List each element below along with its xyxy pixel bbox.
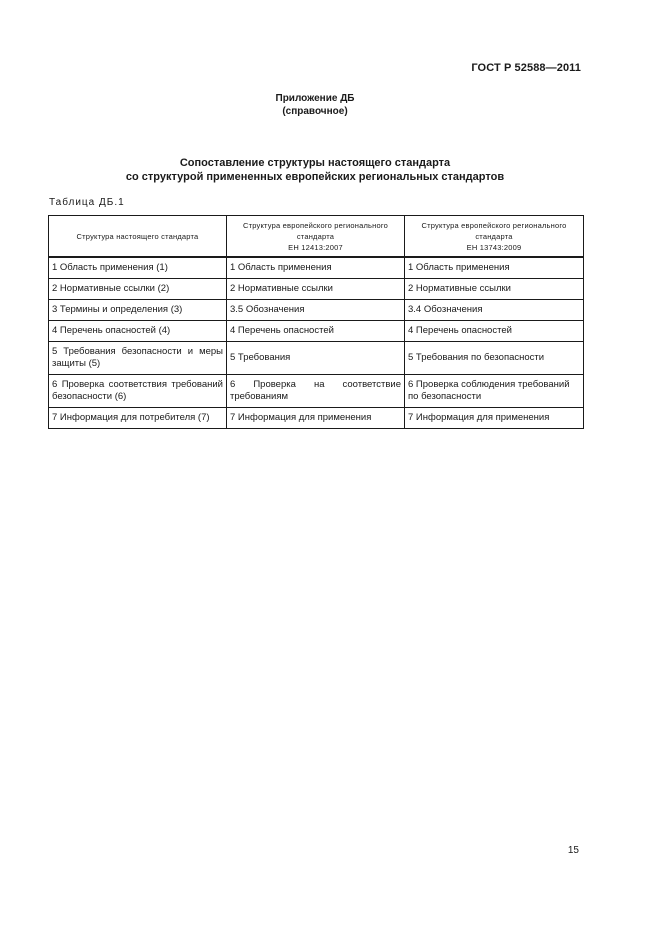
table-caption: Таблица ДБ.1 [49, 197, 125, 208]
comparison-table [48, 215, 584, 429]
header-en-13743 [405, 216, 584, 258]
cell-current: 3 Термины и определения (3) [49, 300, 227, 321]
table-row [49, 321, 584, 342]
annex-heading [0, 92, 630, 118]
section-title-line-1: Сопоставление структуры настоящего стандарта [179, 157, 451, 169]
cell-en-13743: 1 Область применения [405, 257, 584, 279]
annex-subtitle: (справочное) [282, 106, 348, 117]
header-en-12413 [227, 216, 405, 258]
cell-en-13743: 2 Нормативные ссылки [405, 279, 584, 300]
table-row [49, 279, 584, 300]
cell-current: 2 Нормативные ссылки (2) [49, 279, 227, 300]
cell-en-12413: 2 Нормативные ссылки [227, 279, 405, 300]
cell-current: 7 Информация для потребителя (7) [49, 408, 227, 429]
header-en-13743-line-1: Структура европейского регионального [421, 220, 567, 230]
section-heading [0, 156, 630, 184]
header-en-12413-line-3: ЕН 12413:2007 [288, 242, 343, 252]
cell-en-13743: 6 Проверка соблюдения требований по безопасности [405, 375, 584, 408]
cell-en-12413: 1 Область применения [227, 257, 405, 279]
cell-current: 6 Проверка соответствия требований безопасности (6) [49, 375, 227, 408]
cell-current: 5 Требования безопасности и меры защиты (5) [49, 342, 227, 375]
header-en-13743-line-2: стандарта [475, 231, 513, 241]
cell-en-12413: 7 Информация для применения [227, 408, 405, 429]
cell-en-12413: 3.5 Обозначения [227, 300, 405, 321]
cell-en-12413: 6 Проверка на соответствие требованиям [227, 375, 405, 408]
page-number: 15 [567, 845, 579, 856]
table-row [49, 375, 584, 408]
table-header-row [49, 216, 584, 258]
cell-en-13743: 4 Перечень опасностей [405, 321, 584, 342]
header-en-12413-line-2: стандарта [296, 231, 335, 241]
document-code: ГОСТ Р 52588—2011 [471, 62, 581, 74]
section-title-line-2: со структурой примененных европейских региональных стандартов [125, 171, 505, 183]
cell-en-13743: 3.4 Обозначения [405, 300, 584, 321]
cell-en-13743: 5 Требования по безопасности [405, 342, 584, 375]
cell-en-12413: 4 Перечень опасностей [227, 321, 405, 342]
annex-title: Приложение ДБ [275, 93, 355, 104]
cell-current: 1 Область применения (1) [49, 257, 227, 279]
cell-en-12413: 5 Требования [227, 342, 405, 375]
header-en-12413-line-1: Структура европейского регионального [243, 220, 388, 230]
table-row [49, 408, 584, 429]
header-current-standard: Структура настоящего стандарта [49, 216, 227, 258]
cell-current: 4 Перечень опасностей (4) [49, 321, 227, 342]
table-row [49, 342, 584, 375]
table-row [49, 300, 584, 321]
table-row [49, 257, 584, 279]
cell-en-13743: 7 Информация для применения [405, 408, 584, 429]
header-en-13743-line-3: ЕН 13743:2009 [466, 242, 522, 252]
